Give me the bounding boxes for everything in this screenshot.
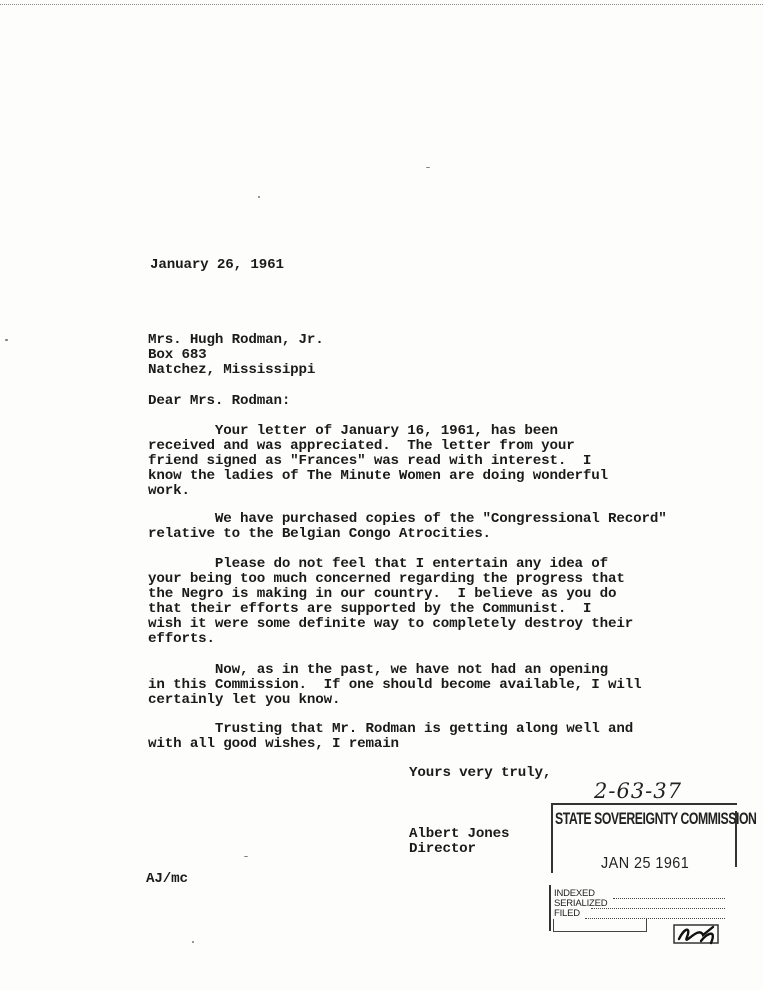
paragraph-line: certainly let you know. <box>148 692 341 708</box>
scan-speck <box>426 167 430 168</box>
stamp-file-box <box>553 919 647 932</box>
paragraph-line: relative to the Belgian Congo Atrocities. <box>148 526 491 542</box>
paragraph-line: efforts. <box>148 631 215 647</box>
stamp-date: JAN 25 1961 <box>601 855 690 872</box>
commission-received-stamp <box>549 803 757 951</box>
paragraph-line: Please do not feel that I entertain any idea of <box>148 556 609 572</box>
scan-speck <box>244 856 248 857</box>
paragraph-line: in this Commission. If one should become available, I will <box>148 677 642 693</box>
recipient-address-line1: Box 683 <box>148 347 207 363</box>
paragraph-line: We have purchased copies of the "Congressional Record" <box>148 511 667 527</box>
handwritten-initials-mark <box>673 919 721 947</box>
stamp-row-filed: FILED <box>554 908 580 919</box>
paragraph-line: the Negro is making in our country. I believe as you do <box>148 586 617 602</box>
paragraph-line: know the ladies of The Minute Women are doing wonderful <box>148 468 609 484</box>
stamp-row-serialized: SERIALIZED <box>554 898 608 909</box>
paragraph-line: your being too much concerned regarding the progress that <box>148 571 625 587</box>
signer-title: Director <box>409 841 476 857</box>
stamp-title: STATE SOVEREIGNTY COMMISSION <box>555 809 757 828</box>
salutation: Dear Mrs. Rodman: <box>148 393 291 409</box>
recipient-name: Mrs. Hugh Rodman, Jr. <box>148 332 324 348</box>
reference-initials: AJ/mc <box>146 871 188 887</box>
signer-name: Albert Jones <box>409 826 510 842</box>
body-paragraph-4 <box>148 663 688 708</box>
paragraph-line: work. <box>148 483 190 499</box>
scan-speck <box>258 196 260 198</box>
paragraph-line: received and was appreciated. The letter from your <box>148 438 575 454</box>
paragraph-line: Now, as in the past, we have not had an opening <box>148 662 609 678</box>
closing: Yours very truly, <box>409 765 552 781</box>
paragraph-line: that their efforts are supported by the Communist. I <box>148 601 592 617</box>
scan-speck <box>192 941 194 943</box>
stamp-dotted-line <box>613 898 725 899</box>
stamp-border-top <box>553 803 737 805</box>
body-paragraph-5 <box>148 722 688 752</box>
paragraph-line: wish it were some definite way to completely destroy their <box>148 616 634 632</box>
stamp-row-indexed: INDEXED <box>554 888 595 899</box>
paragraph-line: Trusting that Mr. Rodman is getting along well and <box>148 721 634 737</box>
paragraph-line: friend signed as "Frances" was read with interest. I <box>148 453 592 469</box>
handwritten-file-number: 2-63-37 <box>594 779 682 803</box>
recipient-address-line2: Natchez, Mississippi <box>148 362 316 378</box>
body-paragraph-1 <box>148 424 688 499</box>
letter-date: January 26, 1961 <box>150 257 284 273</box>
top-edge-rule <box>0 4 763 5</box>
paragraph-line: with all good wishes, I remain <box>148 736 399 752</box>
paragraph-line: Your letter of January 16, 1961, has been <box>148 423 558 439</box>
scan-speck <box>5 339 8 341</box>
body-paragraph-2 <box>148 512 688 542</box>
stamp-dotted-line <box>591 908 725 909</box>
body-paragraph-3 <box>148 557 688 647</box>
stamp-border-left <box>551 803 553 873</box>
